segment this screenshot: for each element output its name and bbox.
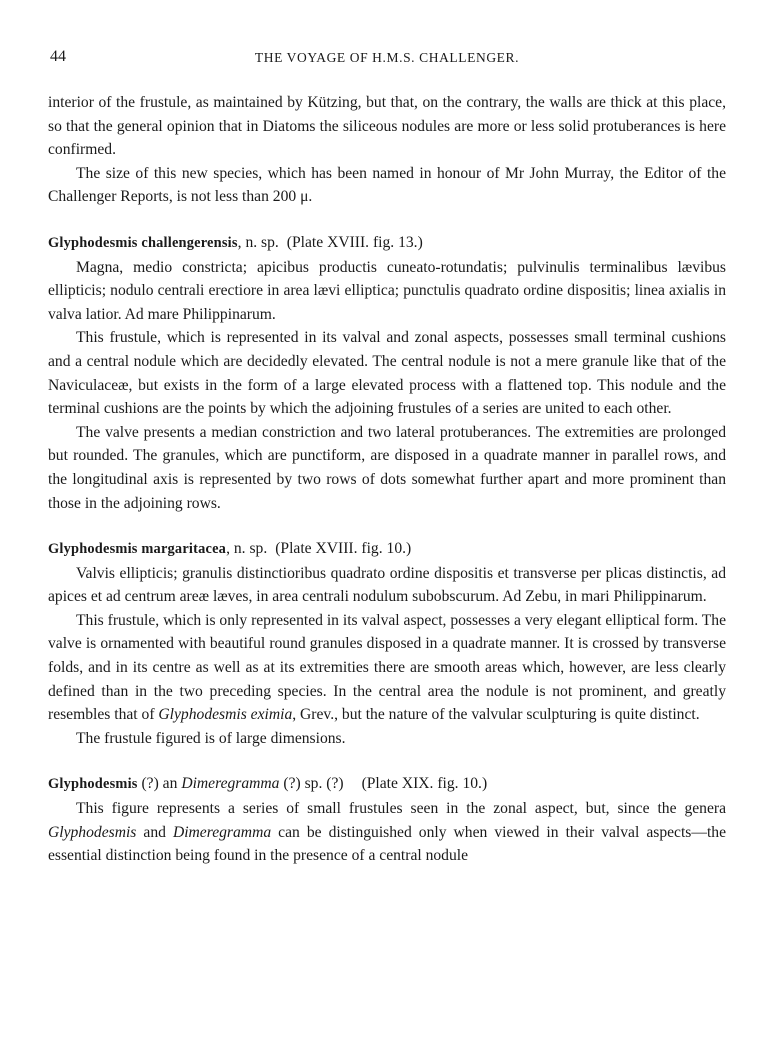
description-paragraph: The frustule figured is of large dimensions. — [76, 729, 346, 747]
body-text — [48, 91, 726, 868]
text-run: This figure represents a series of small frustules seen in the zonal aspect, but, since the genera — [76, 800, 726, 818]
text-run: (?) sp. (?) — [279, 775, 344, 793]
species-name: Glyphodesmis challengerensis — [48, 234, 238, 251]
text-run: and — [136, 823, 173, 841]
plate-reference: (Plate XVIII. fig. 13.) — [286, 233, 423, 251]
genus-italic: Glyphodesmis — [48, 823, 137, 841]
species-name: Glyphodesmis margaritacea — [48, 541, 227, 558]
text-run: (?) an — [137, 775, 182, 793]
running-head — [48, 42, 726, 70]
description-paragraph — [48, 609, 726, 727]
text-run: This frustule, which is only represented in its valval aspect, possesses a very elegant elliptical form. The valve is ornamented with beautiful round granules disposed in a quadrate manner. It is crossed by transverse folds, and in its centre as well as at its extremities there are smooth areas which, however, are less clearly defined than in the two preceding species. In the central area the nodule is not prominent, and greatly resembles that of — [48, 611, 726, 724]
description-paragraph — [48, 797, 726, 868]
intro-paragraph-size: The size of this new species, which has been named in honour of Mr John Murray, the Editor of the Challenger Reports, is not less than 200 μ. — [48, 164, 726, 206]
latin-diagnosis-margaritacea: Valvis ellipticis; granulis distinctioribus quadrato ordine dispositis et transverse per plicas distinctis, ad apices et ad centrum areæ læves, in area centrali nodulum subobscurum. Ad Zebu, in mari Philippinarum. — [48, 564, 726, 606]
text-run: , Grev., but the nature of the valvular sculpturing is quite distinct. — [292, 706, 700, 724]
species-italic: Glyphodesmis eximia — [158, 706, 293, 724]
text-run: can be distinguished only when viewed in their valval aspects—the essential distinction being found in the presence of a central nodule — [48, 823, 727, 865]
description-paragraph: The valve presents a median constriction and two lateral protuberances. The extremities are prolonged but rounded. The granules, which are punctiform, are disposed in a quadrate manner in parallel rows, and the longitudinal axis is represented by two rows of dots somewhat further apart and more prominent than those in the adjoining rows. — [48, 423, 726, 512]
species-suffix: , n. sp. — [226, 540, 268, 558]
species-heading-dimeregramma — [48, 772, 726, 797]
species-heading-margaritacea — [48, 537, 726, 562]
running-title: THE VOYAGE OF H.M.S. CHALLENGER. — [254, 50, 520, 65]
species-name: Glyphodesmis — [48, 776, 138, 793]
latin-diagnosis-challengerensis: Magna, medio constricta; apicibus productis cuneato-rotundatis; pulvinulis terminalibus lævibus ellipticis; nodulo centrali erectiore in area lævi elliptica; punctulis quadrato ordine dispositis; linea axialis in valva latior. Ad mare Philippinarum. — [48, 258, 726, 323]
document-page — [48, 42, 726, 868]
species-heading-challengerensis — [48, 231, 726, 256]
page-number: 44 — [50, 48, 66, 65]
plate-reference: (Plate XIX. fig. 10.) — [361, 775, 488, 793]
species-suffix: , n. sp. — [237, 233, 279, 251]
intro-paragraph-continued: interior of the frustule, as maintained by Kützing, but that, on the contrary, the walls are thick at this place, so that the general opinion that in Diatoms the siliceous nodules are more or less solid protuberances is here confirmed. — [48, 94, 726, 159]
plate-reference: (Plate XVIII. fig. 10.) — [275, 540, 412, 558]
genus-italic: Dimeregramma — [181, 775, 280, 793]
genus-italic: Dimeregramma — [172, 823, 272, 841]
description-paragraph: This frustule, which is represented in its valval and zonal aspects, possesses small terminal cushions and a central nodule which are decidedly elevated. The central nodule is not a mere granule like that of the Naviculaceæ, but exists in the form of a large elevated process with a flattened top. This nodule and the terminal cushions are the points by which the adjoining frustules of a series are united to each other. — [48, 329, 726, 418]
